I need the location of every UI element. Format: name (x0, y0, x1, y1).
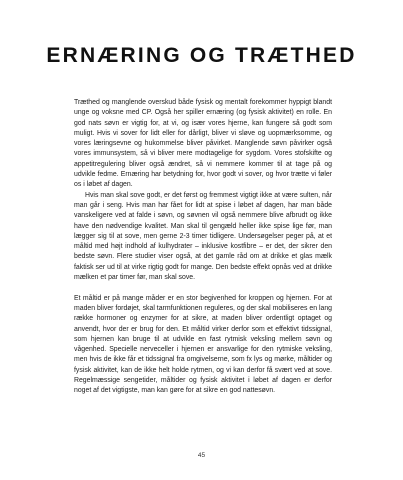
page-number: 45 (197, 452, 206, 459)
paragraph-3: Et måltid er på mange måder er en stor begivenhed for kroppen og hjernen. For at maden bliver fordøjet, skal tarmfunktionen reguleres, og der skal mobiliseres en lang række hormoner og enzymer for at sikre, at maden bliver ordentligt optaget og anvendt, hvor der er brug for den. Et måltid virker derfor som et effektivt tidssignal, som hjernen kan bruge til at udvikle en fast rytmisk veksling mellem søvn og vågenhed. Specielle nerveceller i hjernen er ansvarlige for den rytmiske veksling, men hvis de ikke får et tidssignal fra omgivelserne, som fx lys og mørke, måltider og fysisk aktivitet, kan de ikke helt holde rytmen, og vi kan derfor få svært ved at sove. Regelmæssige sengetider, måltider og fysisk aktivitet i løbet af dagen er derfor noget af det vigtigste, man kan gøre for at sikre en god nattesøvn. (74, 294, 332, 395)
paragraph-2: Hvis man skal sove godt, er det først og fremmest vigtigt ikke at være sulten, når man går i seng. Hvis man har fået for lidt at spise i løbet af dagen, har man både vanskeligere ved at falde i søvn, og søvnen vil også nemmere blive afbrudt og ikke have den nødvendige kvalitet. Man skal til gengæld heller ikke spise lige før, man lægger sig til at sove, men gerne 2-3 timer tidligere. Undersøgelser peger på, at et måltid med højt indhold af kulhydrater – inklusive kostfibre – er det, der sikrer den bedste søvn. Flere studier viser også, at det gamle råd om at drikke et glas mælk faktisk ser ud til at virke rigtig godt for mange. Den bedste effekt opnås ved at drikke mælken et par timer før, man skal sove. (74, 191, 332, 282)
paragraph-1: Træthed og manglende overskud både fysisk og mentalt forekommer hyppigt blandt unge og voksne med CP. Også her spiller ernæring (og fysisk aktivitet) en rolle. En god nats søvn er vigtig for, at vi, og især vores hjerne, kan fungere så godt som muligt. Hvis vi sover for lidt eller for dårligt, bliver vi sløve og uopmærksomme, og vores læringsevne og hukommelse bliver påvirket. Manglende søvn påvirker også vores immunsystem, så vi bliver mere modtagelige for sygdom. Vores stofskifte og appetitregulering bliver også ændret, så vi nemmere kommer til at tage på og udvikle fedme. Ernæring har betydning for, hvor godt vi sover, og hvor trætte vi føler os i løbet af dagen. (74, 99, 332, 189)
page-title: ERNÆRING OG TRÆTHED (46, 44, 357, 67)
body-text (74, 98, 332, 397)
